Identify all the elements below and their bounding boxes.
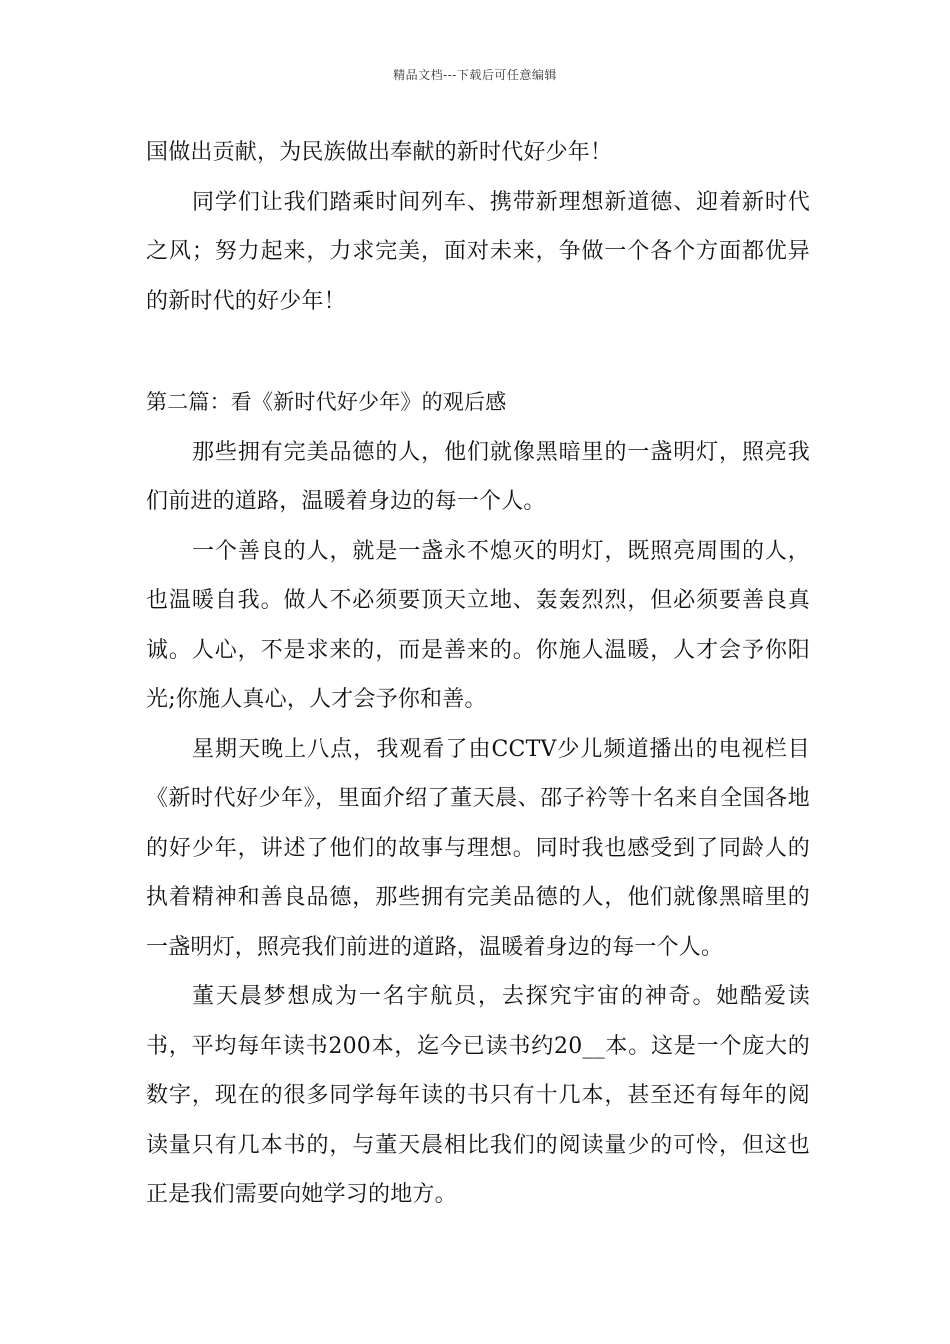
page-header: 精品文档---下载后可任意编辑: [393, 68, 557, 82]
document-body: [146, 128, 810, 1220]
section-title: 第二篇：看《新时代好少年》的观后感: [146, 390, 507, 414]
paragraph-dong-tianchen: 董天晨梦想成为一名宇航员，去探究宇宙的神奇。她酷爱读书，平均每年读书200本，迄今已读书约20__本。这是一个庞大的数字，现在的很多同学每年读的书只有十几本，甚至还有每年的阅读量只有几本书的，与董天晨相比我们的阅读量少的可怜，但这也正是我们需要向她学习的地方。: [146, 984, 810, 1207]
paragraph-continuation: 国做出贡献，为民族做出奉献的新时代好少年！: [146, 140, 613, 165]
paragraph-intro: 那些拥有完美品德的人，他们就像黑暗里的一盏明灯，照亮我们前进的道路，温暖着身边的每一个人。: [146, 439, 810, 514]
paragraph-call-to-action: 同学们让我们踏乘时间列车、携带新理想新道德、迎着新时代之风；努力起来，力求完美，面对未来，争做一个各个方面都优异的新时代的好少年！: [146, 189, 810, 314]
section-gap: [146, 326, 810, 378]
paragraph-kindness: 一个善良的人，就是一盏永不熄灭的明灯，既照亮周围的人，也温暖自我。做人不必须要顶天立地、轰轰烈烈，但必须要善良真诚。人心，不是求来的，而是善来的。你施人温暖，人才会予你阳光;你施人真心，人才会予你和善。: [146, 538, 810, 712]
paragraph-program: 星期天晚上八点，我观看了由CCTV少儿频道播出的电视栏目《新时代好少年》，里面介绍了董天晨、邵子衿等十名来自全国各地的好少年，讲述了他们的故事与理想。同时我也感受到了同龄人的执着精神和善良品德，那些拥有完美品德的人，他们就像黑暗里的一盏明灯，照亮我们前进的道路，温暖着身边的每一个人。: [146, 736, 810, 960]
